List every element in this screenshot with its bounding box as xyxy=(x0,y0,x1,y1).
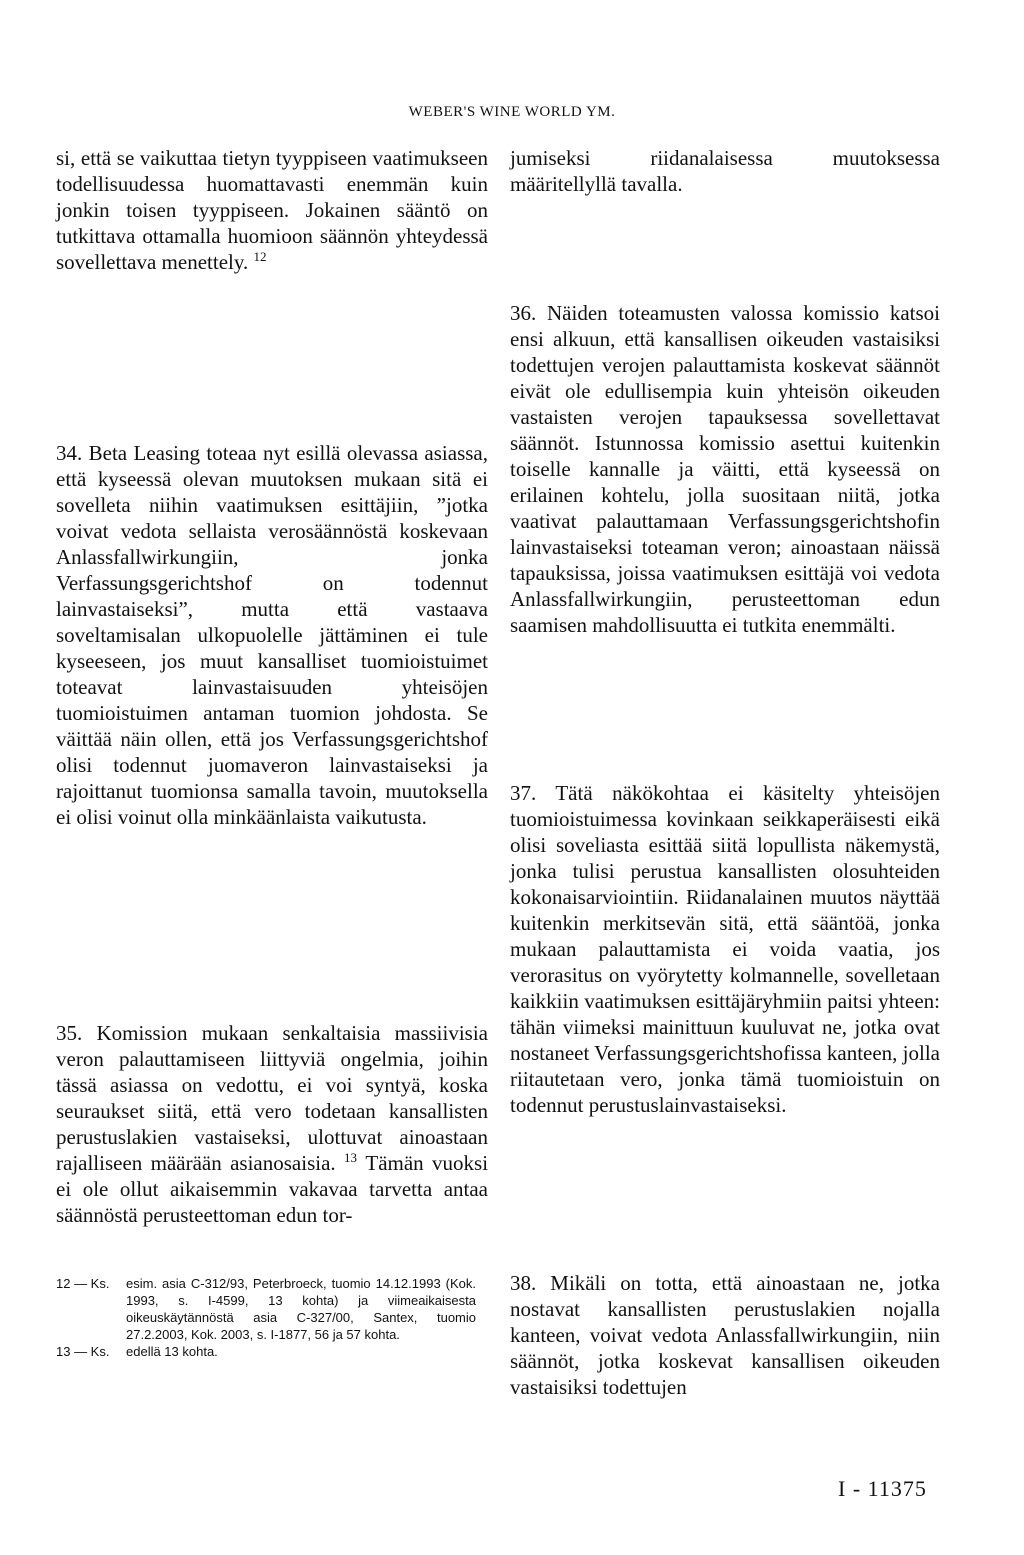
paragraph-text: Tämän vuoksi ei ole ollut aikaisemmin vakavaa tarvetta antaa säännöstä perusteettoman edun tor- xyxy=(56,1151,489,1227)
paragraph-36 xyxy=(510,300,940,638)
paragraph-text: si, että se vaikuttaa tietyn tyyppiseen vaatimukseen todellisuudessa huomattavasti enemmän kuin jonkin toisen tyyppiseen. Jokainen sääntö on tutkittava ottamalla huomioon säännön yhteydessä sovellettava menettely. xyxy=(56,146,488,274)
paragraph-text: 36. Näiden toteamusten valossa komissio katsoi ensi alkuun, että kansallisen oikeuden vastaisiksi todettujen verojen palauttamista koskevat säännöt eivät ole edullisempia kuin yhteisön oikeuden vastaisten verojen tapauksessa sovellettavat säännöt. Istunnossa komissio asettui kuitenkin toiselle kannalle ja väitti, että kyseessä on erilainen kohtelu, jolla suositaan niitä, jotka vaativat palauttamaan Verfassungsgerichtshofin lainvastaiseksi toteaman veron; ainoastaan näissä tapauksissa, joissa vaatimuksen esittäjä voi vedota Anlassfallwirkungiin, perusteettoman edun saamisen mahdollisuutta ei tutkita enemmälti. xyxy=(510,301,940,637)
page-number: I - 11375 xyxy=(838,1476,927,1501)
footnote-text: edellä 13 kohta. xyxy=(126,1344,218,1359)
footnotes xyxy=(56,1275,476,1360)
paragraph-33-continued xyxy=(56,145,488,275)
footnote-ref-13[interactable]: 13 xyxy=(344,1150,358,1165)
paragraph-text: 34. Beta Leasing toteaa nyt esillä olevassa asiassa, että kyseessä olevan muutoksen mukaan sitä ei sovelleta niihin vaatimuksen esittäjiin, ”jotka voivat vedota sellaista verosäännöstä koskevaan Anlassfallwirkungiin, jonka Verfassungsgerichtshof on todennut lainvastaiseksi”, mutta että vastaava soveltamisalan ulkopuolelle jättäminen ei tule kyseeseen, jos muut kansalliset tuomioistuimet toteavat lainvastaisuuden yhteisöjen tuomioistuimen antaman tuomion johdosta. Se väittää näin ollen, että jos Verfassungsgerichtshof olisi todennut juomaveron lainvastaiseksi ja rajoittanut tuomionsa samalla tavoin, muutoksella ei olisi voinut olla minkäänlaista vaikutusta. xyxy=(56,441,488,829)
paragraph-35 xyxy=(56,1020,488,1228)
footnote-ref-12[interactable]: 12 xyxy=(253,249,267,264)
paragraph-38 xyxy=(510,1270,940,1400)
paragraph-text: 37. Tätä näkökohtaa ei käsitelty yhteisöjen tuomioistuimessa kovinkaan seikkaperäisesti eikä olisi soveliasta esittää siitä lopullista näkemystä, jonka tulisi perustua kansallisten olosuhteiden kokonaisarviointiin. Riidanalainen muutos näyttää kuitenkin merkitsevän sitä, että sääntöä, jonka mukaan palauttamista ei voida vaatia, jos verorasitus on vyörytetty kolmannelle, sovelletaan kaikkiin vaatimuksen esittäjäryhmiin paitsi yhteen: tähän viimeksi mainittuun kuuluvat ne, jotka ovat nostaneet Verfassungsgerichtshofissa kanteen, jolla riitautetaan vero, jonka tämä tuomioistuin on todennut perustuslainvastaiseksi. xyxy=(510,781,940,1117)
footnote-marker: 12 — Ks. xyxy=(56,1276,110,1291)
paragraph-35-continued xyxy=(510,145,940,197)
paragraph-34 xyxy=(56,440,488,830)
footnote-text: esim. asia C-312/93, Peterbroeck, tuomio 14.12.1993 (Kok. 1993, s. I-4599, 13 kohta) ja viimeaikaisesta oikeuskäytännöstä asia C-327/00, Santex, tuomio 27.2.2003, Kok. 2003, s. I-1877, 56 ja 57 kohta. xyxy=(126,1276,476,1342)
footnote-12 xyxy=(56,1275,476,1343)
paragraph-text: jumiseksi riidanalaisessa muutoksessa määritellyllä tavalla. xyxy=(510,146,940,196)
paragraph-text: 35. Komission mukaan senkaltaisia massiivisia veron palauttamiseen liittyviä ongelmia, joihin tässä asiassa on vedottu, ei voi syntyä, koska seuraukset siitä, että vero todetaan kansallisten perustuslakien vastaiseksi, ulottuvat ainoastaan rajalliseen määrään asianosaisia. xyxy=(56,1021,488,1175)
running-header: WEBER'S WINE WORLD YM. xyxy=(408,104,616,120)
paragraph-text: 38. Mikäli on totta, että ainoastaan ne, jotka nostavat kansallisten perustuslakien nojalla kanteen, voivat vedota Anlassfallwirkungiin, niin säännöt, jotka koskevat kansallisen oikeuden vastaisiksi todettujen xyxy=(510,1271,940,1399)
footnote-13 xyxy=(56,1343,476,1360)
paragraph-37 xyxy=(510,780,940,1118)
footnote-marker: 13 — Ks. xyxy=(56,1344,110,1359)
